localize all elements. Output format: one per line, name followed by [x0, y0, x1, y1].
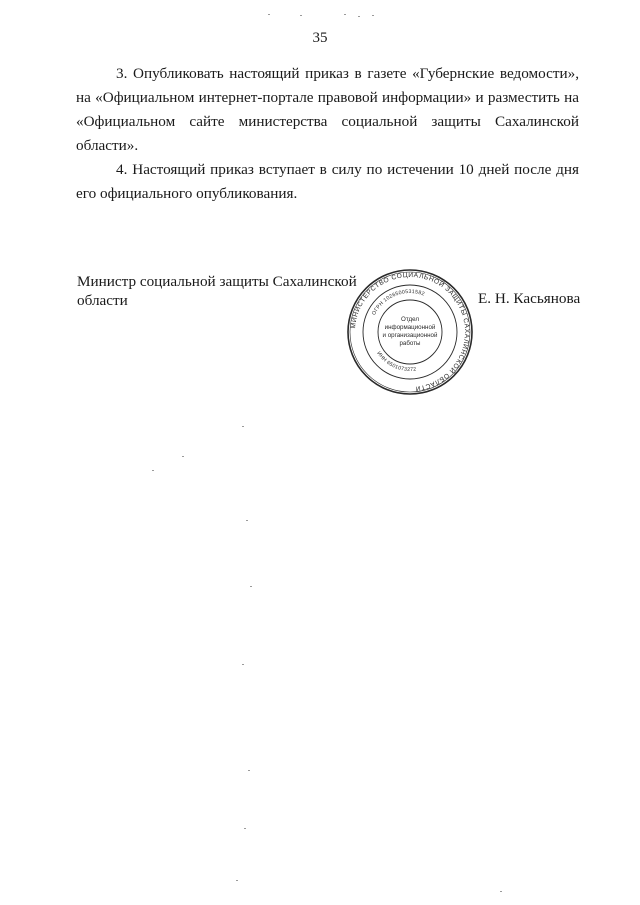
official-seal	[346, 268, 474, 396]
scan-speck	[236, 880, 238, 881]
paragraph-4: 4. Настоящий приказ вступает в силу по истечении 10 дней после дня его официального опубликования.	[76, 161, 579, 202]
signatory-name: Е. Н. Касьянова	[478, 290, 581, 307]
scan-speck	[250, 586, 252, 587]
scan-speck	[268, 14, 270, 15]
scan-speck	[358, 16, 360, 17]
scan-speck	[242, 664, 244, 665]
scan-speck	[246, 520, 248, 521]
seal-center-line-1: Отдел	[401, 316, 419, 323]
page-number: 35	[312, 30, 328, 46]
signatory-position: Министр социальной защиты Сахалинской области	[77, 273, 357, 309]
seal-center-line-3: и организационной	[382, 332, 438, 339]
scan-speck	[182, 456, 184, 457]
seal-center-line-4: работы	[399, 340, 421, 347]
seal-outer-text: МИНИСТЕРСТВО СОЦИАЛЬНОЙ ЗАЩИТЫ САХАЛИНСКОЙ ОБЛАСТИ	[350, 271, 471, 392]
seal-ogrn-text: ОГРН 1026500531582	[371, 288, 426, 317]
scan-speck	[372, 15, 374, 16]
paragraph-3: 3. Опубликовать настоящий приказ в газете «Губернские ведомости», на «Официальном интернет-портале правовой информации» и разместить на «Официальном сайте министерства социальной защиты Сахалинской области».	[76, 65, 579, 154]
scan-speck	[152, 470, 154, 471]
scan-speck	[300, 15, 302, 16]
scan-speck	[248, 770, 250, 771]
seal-inn-text: ИНН 6501073272	[375, 350, 417, 374]
seal-center-line-2: информационной	[384, 324, 436, 331]
scan-speck	[242, 426, 244, 427]
scan-speck	[244, 828, 246, 829]
scan-speck	[500, 891, 502, 892]
scan-speck	[344, 14, 346, 15]
document-body	[76, 62, 579, 206]
